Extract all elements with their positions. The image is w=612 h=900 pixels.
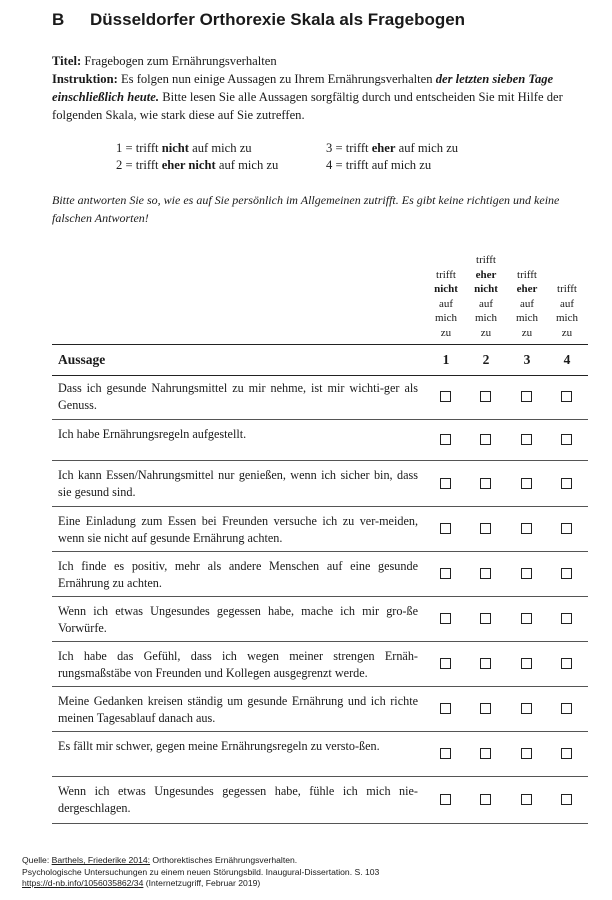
statement-text: Ich kann Essen/Nahrungsmittel nur genießen, wenn ich sicher bin, dass sie gesund sind. (58, 468, 418, 499)
statement-row (52, 732, 588, 777)
source-author-link[interactable]: Barthels, Friederike 2014: (51, 855, 151, 865)
source-citation (22, 855, 582, 890)
answer-checkbox-1[interactable] (440, 748, 451, 759)
statement-row (52, 687, 588, 732)
title-line (52, 52, 592, 70)
column-header-word: eher (516, 283, 538, 295)
statement-text: Wenn ich etwas Ungesundes gegessen habe, mache ich mir gro-ße Vorwürfe. (58, 604, 418, 635)
statement-text: Es fällt mir schwer, gegen meine Ernährungsregeln zu versto-ßen. (58, 739, 380, 753)
answer-checkbox-2[interactable] (480, 523, 491, 534)
answer-checkbox-4[interactable] (561, 613, 572, 624)
answer-checkbox-2[interactable] (480, 613, 491, 624)
column-header-word: auf (559, 297, 575, 310)
statement-row (52, 507, 588, 552)
section-heading (52, 10, 572, 30)
statement-text: Ich habe Ernährungsregeln aufgestellt. (58, 427, 247, 441)
statement-column-label: Aussage (58, 352, 106, 367)
column-header-word: trifft (436, 268, 456, 281)
statement-row (52, 642, 588, 687)
answer-checkbox-3[interactable] (521, 391, 532, 402)
scale-number: 2 (482, 352, 490, 367)
answer-checkbox-3[interactable] (521, 523, 532, 534)
answer-checkbox-4[interactable] (561, 748, 572, 759)
source-line-3: https://d-nb.info/1056035862/34 (Internetzugriff, Februar 2019) (22, 878, 261, 888)
source-line-1: Quelle: Barthels, Friederike 2014: Orthorektisches Ernährungsverhalten. (22, 855, 298, 865)
answer-checkbox-3[interactable] (521, 568, 532, 579)
statement-row (52, 777, 588, 824)
instruction-text-2: Bitte lesen Sie alle Aussagen sorgfältig durch und entscheiden Sie mit Hilfe der folgenden Skala, wie stark diese auf Sie zutreffen. (52, 90, 563, 122)
column-header-word: zu (480, 326, 492, 339)
statement-row (52, 552, 588, 597)
column-header-1 (426, 250, 466, 340)
column-header-word: auf (519, 297, 535, 310)
column-header-word: trifft (476, 254, 496, 266)
legend-item: 1 = trifft nicht auf mich zu (116, 141, 252, 155)
column-header-word: mich (516, 312, 538, 324)
answer-checkbox-1[interactable] (440, 613, 451, 624)
answer-checkbox-1[interactable] (440, 434, 451, 445)
column-header-word: mich (435, 312, 457, 324)
answer-checkbox-3[interactable] (521, 748, 532, 759)
statement-text: Ich finde es positiv, mehr als andere Menschen auf eine gesunde Ernährung zu achten. (58, 559, 418, 590)
answer-checkbox-1[interactable] (440, 568, 451, 579)
answer-checkbox-4[interactable] (561, 703, 572, 714)
answer-checkbox-1[interactable] (440, 478, 451, 489)
answer-checkbox-2[interactable] (480, 794, 491, 805)
answer-checkbox-4[interactable] (561, 568, 572, 579)
instruction-text-1: Es folgen nun einige Aussagen zu Ihrem Ernährungsverhalten (120, 72, 433, 86)
column-header-word: eher (475, 268, 497, 281)
answer-checkbox-3[interactable] (521, 613, 532, 624)
answer-checkbox-1[interactable] (440, 391, 451, 402)
answer-checkbox-2[interactable] (480, 658, 491, 669)
statement-text: Ich habe das Gefühl, dass ich wegen meiner strengen Ernäh-rungsmaßstäbe von Freunden und Kollegen ausgegrenzt werde. (58, 649, 418, 680)
column-header-word: auf (438, 297, 454, 310)
answer-checkbox-2[interactable] (480, 568, 491, 579)
answer-checkbox-4[interactable] (561, 523, 572, 534)
answer-checkbox-1[interactable] (440, 658, 451, 669)
section-letter: B (52, 10, 65, 29)
questionnaire-meta (52, 52, 592, 124)
statement-row (52, 461, 588, 507)
answer-checkbox-2[interactable] (480, 434, 491, 445)
scale-number: 3 (523, 352, 531, 367)
instruction-paragraph (52, 70, 592, 124)
answer-checkbox-1[interactable] (440, 703, 451, 714)
section-title: Düsseldorfer Orthorexie Skala als Fragebogen (90, 10, 466, 29)
statement-row (52, 420, 588, 461)
answer-checkbox-2[interactable] (480, 748, 491, 759)
column-header-4 (547, 250, 587, 340)
answer-checkbox-4[interactable] (561, 794, 572, 805)
column-header-word: nicht (434, 283, 458, 295)
instruction-label: Instruktion: (52, 72, 118, 86)
answer-checkbox-1[interactable] (440, 523, 451, 534)
statement-text: Eine Einladung zum Essen bei Freunden versuche ich zu ver-meiden, wenn sie nicht auf gesunde Ernährung achten. (58, 514, 418, 545)
answer-checkbox-4[interactable] (561, 434, 572, 445)
statement-text: Dass ich gesunde Nahrungsmittel zu mir nehme, ist mir wichti-ger als Genuss. (58, 381, 418, 412)
legend-item: 4 = trifft auf mich zu (326, 158, 432, 172)
column-header-word: zu (521, 326, 533, 339)
column-header-word: trifft (517, 268, 537, 281)
answer-checkbox-4[interactable] (561, 478, 572, 489)
answer-checkbox-4[interactable] (561, 391, 572, 402)
column-header-word: trifft (557, 283, 577, 295)
column-header-2 (466, 250, 506, 340)
title-value: Fragebogen zum Ernährungsverhalten (84, 54, 277, 68)
title-label: Titel: (52, 54, 82, 68)
answer-checkbox-2[interactable] (480, 391, 491, 402)
answer-checkbox-3[interactable] (521, 703, 532, 714)
statement-rows (52, 374, 588, 824)
scale-number: 4 (563, 352, 571, 367)
statement-row (52, 374, 588, 420)
answer-checkbox-2[interactable] (480, 703, 491, 714)
legend-item: 3 = trifft eher auf mich zu (326, 141, 459, 155)
scale-number: 1 (442, 352, 450, 367)
column-header-3 (507, 250, 547, 340)
statement-text: Meine Gedanken kreisen ständig um gesunde Ernährung und ich richte meinen Tagesablauf danach aus. (58, 694, 418, 725)
answer-checkbox-1[interactable] (440, 794, 451, 805)
column-header-word: mich (475, 312, 497, 324)
source-url-link[interactable]: https://d-nb.info/1056035862/34 (22, 878, 144, 888)
answer-checkbox-3[interactable] (521, 794, 532, 805)
source-line-2: Psychologische Untersuchungen zu einem neuen Störungsbild. Inaugural-Dissertation. S. 103 (22, 866, 380, 877)
answer-checkbox-2[interactable] (480, 478, 491, 489)
column-header-word: zu (440, 326, 452, 339)
legend-item: 2 = trifft eher nicht auf mich zu (116, 158, 279, 172)
column-header-word: nicht (474, 283, 498, 295)
column-header-word: mich (556, 312, 578, 324)
statement-text: Wenn ich etwas Ungesundes gegessen habe, fühle ich mich nie-dergeschlagen. (58, 784, 418, 815)
answer-checkbox-3[interactable] (521, 658, 532, 669)
scale-legend (116, 140, 536, 174)
answer-hint: Bitte antworten Sie so, wie es auf Sie persönlich im Allgemeinen zutrifft. Es gibt keine richtigen und keine falschen Antworten! (52, 193, 560, 225)
answer-checkbox-4[interactable] (561, 658, 572, 669)
column-header-word: zu (561, 326, 573, 339)
instruction-emphasis: der letzten sieben Tage einschließlich heute. (52, 72, 554, 104)
statement-row (52, 597, 588, 642)
table-header (52, 344, 588, 376)
answer-checkbox-3[interactable] (521, 478, 532, 489)
column-header-word: auf (478, 297, 494, 310)
answer-checkbox-3[interactable] (521, 434, 532, 445)
